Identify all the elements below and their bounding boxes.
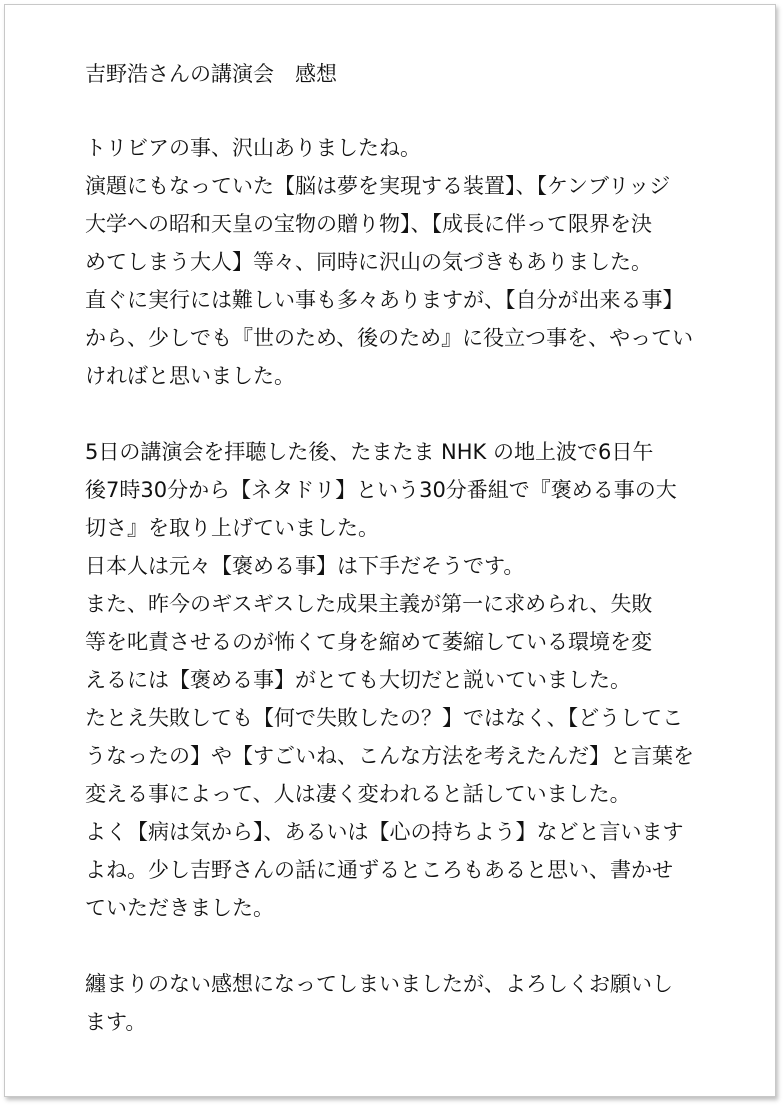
paragraph-3 — [85, 965, 725, 1041]
text-line: また、昨今のギスギスした成果主義が第一に求められ、失敗 — [85, 592, 653, 616]
text-line: 等を叱責させるのが怖くて身を縮めて萎縮している環境を変 — [85, 630, 652, 654]
text-line: トリビアの事、沢山ありましたね。 — [85, 136, 421, 160]
text-line: えるには【褒める事】がとても大切だと説いていました。 — [85, 668, 631, 692]
text-line: 演題にもなっていた【脳は夢を実現する装置】、【ケンブリッジ — [85, 174, 671, 198]
text-line: よね。少し吉野さんの話に通ずるところもあると思い、書かせ — [85, 858, 673, 882]
document-title: 吉野浩さんの講演会 感想 — [85, 62, 337, 86]
document-page — [4, 4, 776, 1097]
text-line: 纏まりのない感想になってしまいましたが、よろしくお願いし — [85, 972, 673, 996]
text-line: 後7時30分から【ネタドリ】という30分番組で『褒める事の大 — [85, 478, 677, 502]
paragraph-1 — [85, 129, 725, 395]
text-line: うなったの】や【すごいね、こんな方法を考えたんだ】と言葉を — [85, 744, 694, 768]
text-line: よく【病は気から】、あるいは【心の持ちよう】などと言います — [85, 820, 684, 844]
paragraph-2 — [85, 433, 725, 927]
text-line: 5日の講演会を拝聴した後、たまたま NHK の地上波で6日午 — [85, 440, 654, 464]
text-line: 大学への昭和天皇の宝物の贈り物】、【成長に伴って限界を決 — [85, 212, 652, 236]
text-line: ます。 — [85, 1010, 147, 1034]
text-line: たとえ失敗しても【何で失敗したの？】ではなく、【どうしてこ — [85, 706, 684, 730]
text-line: 日本人は元々【褒める事】は下手だそうです。 — [85, 554, 525, 578]
text-line: から、少しでも『世のため、後のため』に役立つ事を、やってい — [85, 326, 694, 350]
text-line: めてしまう大人】等々、同時に沢山の気づきもありました。 — [85, 250, 652, 274]
document-body — [85, 55, 725, 1079]
text-line: 切さ』を取り上げていました。 — [85, 516, 379, 540]
text-line: 直ぐに実行には難しい事も多々ありますが、【自分が出来る事】 — [85, 288, 684, 312]
text-line: 変える事によって、人は凄く変われると話していました。 — [85, 782, 631, 806]
text-line: ければと思いました。 — [85, 364, 295, 388]
text-line: ていただきました。 — [85, 896, 274, 920]
